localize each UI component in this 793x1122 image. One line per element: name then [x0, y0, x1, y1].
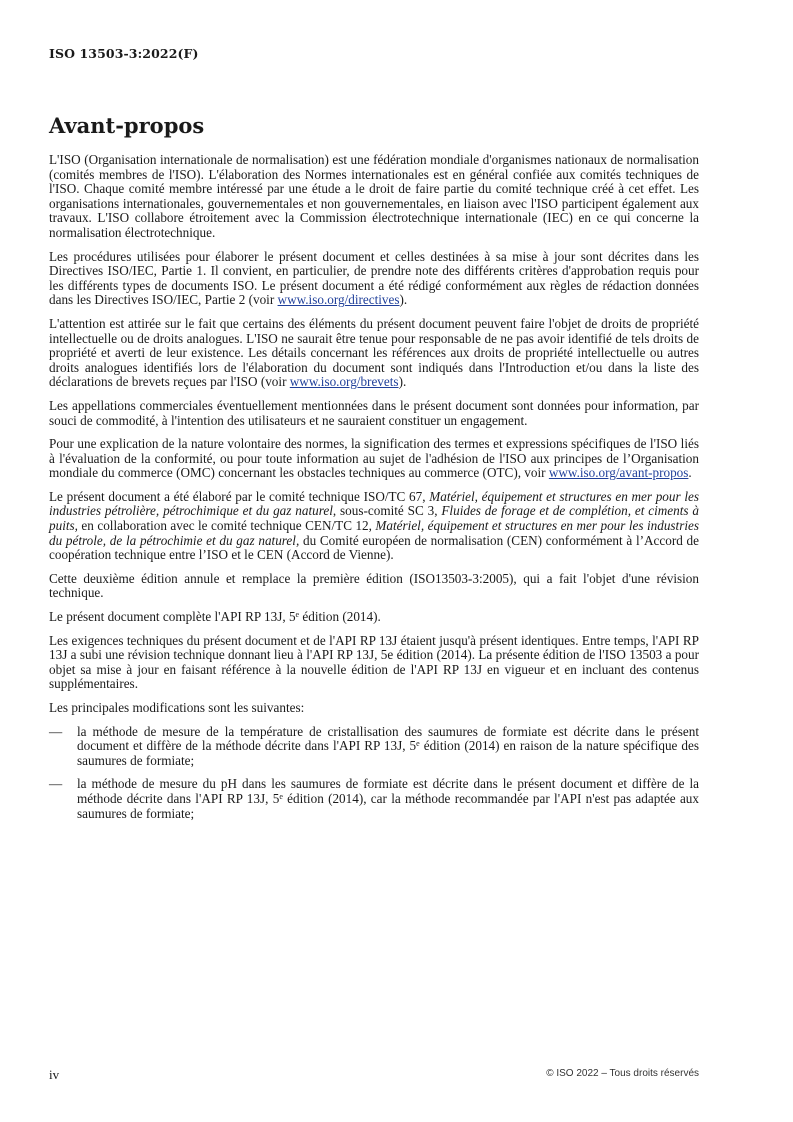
paragraph-text-end: .	[688, 465, 692, 481]
paragraph-text: Pour une explication de la nature volontaire des normes, la signification des termes et expressions spécifiques de l'ISO liés à l'évaluation de la conformité, ou pour toute information au sujet de l'adhésion de l'ISO aux principes de l’Organisation mondiale du commerce (OMC) concernant les obstacles techniques au commerce (OTC), voir	[49, 436, 699, 481]
link-avant-propos[interactable]: www.iso.org/avant-propos	[548, 465, 689, 481]
paragraph-text: Le présent document complète l'API RP 13J, 5	[49, 609, 296, 625]
paragraph-text: édition (2014).	[299, 609, 381, 625]
list-item-text: édition (2014) en raison de la nature spécifique des saumures de formiate;	[77, 738, 699, 768]
list-item	[49, 777, 699, 821]
paragraph-api-complement	[49, 610, 699, 625]
paragraph-technical-requirements: Les exigences techniques du présent document et de l'API RP 13J étaient jusqu'à présent identiques. Entre temps, l'API RP 13J a subi une révision technique donnant lieu à l'API RP 13J, 5e édition (2014). La présente édition de l'ISO 13503 a pour objet sa mise à jour en faisant référence à la nouvelle édition de l'API RP 13J en vigueur et en incluant des contenus supplémentaires.	[49, 632, 699, 692]
superscript: e	[416, 739, 420, 749]
link-brevets[interactable]: www.iso.org/brevets	[289, 374, 399, 390]
paragraph-voluntary-nature	[49, 437, 699, 481]
paragraph-text: , sous-comité SC 3,	[332, 503, 442, 519]
paragraph-patent-rights	[49, 317, 699, 390]
section-title: Avant-propos	[49, 113, 205, 138]
document-id-header: ISO 13503-3:2022(F)	[49, 46, 199, 61]
superscript: e	[279, 791, 283, 801]
paragraph-modifications-intro: Les principales modifications sont les suivantes:	[49, 700, 305, 715]
paragraph-committee	[49, 490, 699, 563]
paragraph-text-end: ).	[398, 374, 407, 390]
paragraph-text: L'attention est attirée sur le fait que certains des éléments du présent document peuvent faire l'objet de droits de propriété intellectuelle ou de droits analogues. L'ISO ne saurait être tenue pour responsable de ne pas avoir identifié de tels droits de propriété et averti de leur existence. Les détails concernant les références aux droits de propriété intellectuelle ou autres droits analogues identifiés lors de l'élaboration du document sont indiqués dans l'Introduction et/ou dans la liste des déclarations de brevets reçues par l'ISO (voir	[49, 315, 699, 390]
dash-bullet: —	[49, 776, 63, 792]
list-item	[49, 725, 699, 769]
paragraph-text: Le présent document a été élaboré par le comité technique ISO/TC 67,	[49, 488, 430, 504]
list-item-text: la méthode de mesure du pH dans les saumures de formiate est décrite dans le présent document et diffère de la méthode décrite dans l'API RP 13J, 5	[77, 776, 699, 806]
paragraph-trade-names: Les appellations commerciales éventuellement mentionnées dans le présent document sont données pour information, par souci de commodité, à l'intention des utilisateurs et ne sauraient constituer un engagement.	[49, 397, 699, 428]
dash-bullet: —	[49, 723, 63, 739]
superscript: e	[295, 610, 300, 620]
committee-title-italic: Matériel, équipement et structures en mer pour les industries pétrolière, pétrochimique et du gaz naturel	[49, 488, 699, 519]
paragraph-iso-organisation: L'ISO (Organisation internationale de normalisation) est une fédération mondiale d'organismes nationaux de normalisation (comités membres de l'ISO). L'élaboration des Normes internationales est en général confiée aux comités techniques de l'ISO. Chaque comité membre intéressé par une étude a le droit de faire partie du comité technique créé à cet effet. Les organisations internationales, gouvernementales et non gouvernementales, en liaison avec l'ISO participent également aux travaux. L'ISO collabore étroitement avec la Commission électrotechnique internationale (IEC) en ce qui concerne la normalisation électrotechnique.	[49, 152, 699, 240]
paragraph-edition: Cette deuxième édition annule et remplace la première édition (ISO13503-3:2005), qui a fait l'objet d'une révision technique.	[49, 570, 699, 601]
paragraph-text: du Comité européen de normalisation (CEN) conformément à l’Accord de coopération technique entre l’ISO et le CEN (Accord de Vienne).	[49, 532, 699, 563]
paragraph-text-end: ).	[399, 292, 408, 308]
paragraph-text: Les procédures utilisées pour élaborer le présent document et celles destinées à sa mise à jour sont décrites dans les Directives ISO/IEC, Partie 1. Il convient, en particulier, de prendre note des différents critères d'approbation requis pour les différents types de documents ISO. Le présent document a été rédigé conformément aux règles de rédaction données dans les Directives ISO/IEC, Partie 2 (voir	[49, 248, 699, 308]
page-number: iv	[49, 1067, 60, 1082]
cen-committee-title-italic: Matériel, équipement et structures en mer pour les industries du pétrole, de la pétrochimie et du gaz naturel,	[49, 518, 700, 548]
link-directives[interactable]: www.iso.org/directives	[277, 292, 400, 308]
copyright-notice: © ISO 2022 – Tous droits réservés	[546, 1068, 699, 1079]
list-item-text: édition (2014), car la méthode recommandée par l'API n'est pas adaptée aux saumures de formiate;	[77, 790, 699, 821]
foreword-body	[49, 153, 699, 830]
modifications-list	[49, 725, 699, 822]
list-item-text: la méthode de mesure de la température de cristallisation des saumures de formiate est décrite dans le présent document et diffère de la méthode décrite dans l'API RP 13J, 5	[77, 723, 699, 754]
paragraph-text: en collaboration avec le comité technique CEN/TC 12,	[77, 518, 376, 534]
subcommittee-title-italic: Fluides de forage et de complétion, et ciments à puits,	[49, 503, 699, 534]
paragraph-procedures	[49, 250, 699, 308]
